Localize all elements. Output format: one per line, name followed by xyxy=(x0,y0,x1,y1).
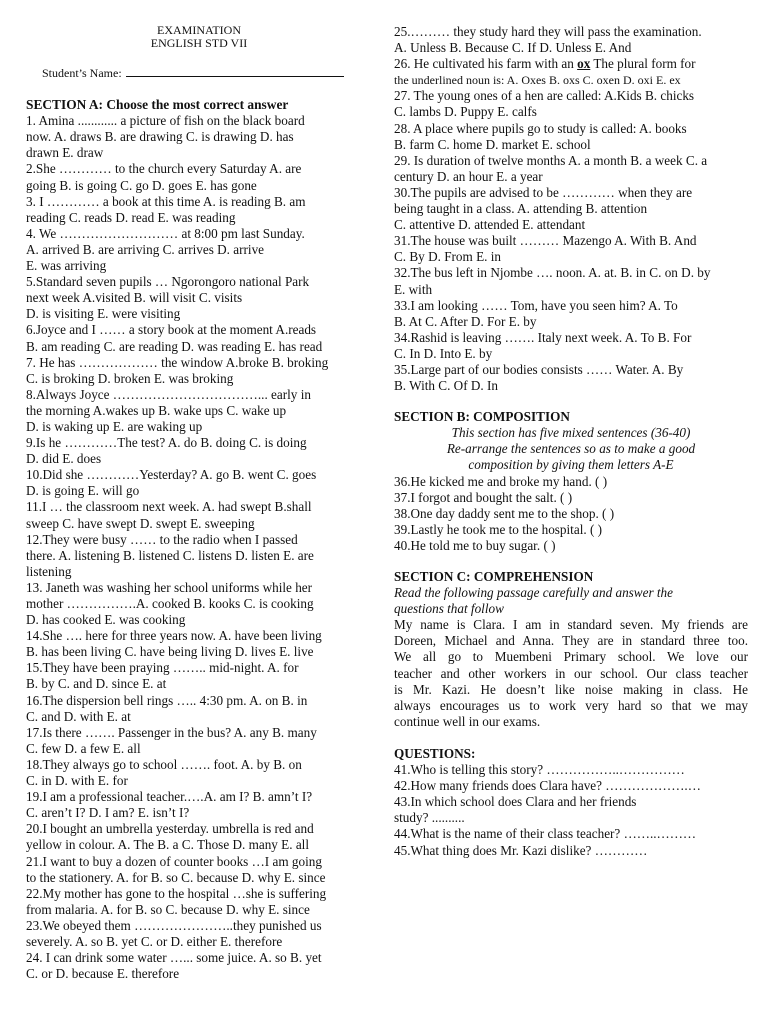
comprehension-question: 45.What thing does Mr. Kazi dislike? ………… xyxy=(394,842,648,858)
composition-sentence: 38.One day daddy sent me to the shop. ( ) xyxy=(394,505,615,521)
question-line: 34.Rashid is leaving ……. Italy next week. A. To B. For xyxy=(394,329,692,345)
question-item xyxy=(394,265,748,297)
right-column xyxy=(394,24,748,859)
question-line: A. Unless B. Because C. If D. Unless E. And xyxy=(394,40,632,56)
question-item xyxy=(26,499,372,531)
question-line: 33.I am looking …… Tom, have you seen him? A. To xyxy=(394,297,678,313)
question-line: 22.My mother has gone to the hospital …she is suffering xyxy=(26,885,327,901)
question-line: 1. Amina ............ a picture of fish on the black board xyxy=(26,113,305,129)
question-item xyxy=(394,330,748,362)
question-item xyxy=(394,362,748,394)
left-column xyxy=(26,24,372,982)
question-line: 2.She ………… to the church every Saturday A. are xyxy=(26,161,302,177)
student-name-field[interactable] xyxy=(126,66,344,77)
question-item xyxy=(26,322,372,354)
question-line: severely. A. so B. yet C. or D. either E. therefore xyxy=(26,933,283,949)
question-line: mother …………….A. cooked B. kooks C. is cooking xyxy=(26,596,314,611)
passage-line: My name is Clara. I am in standard seven. My friends are xyxy=(394,617,748,633)
question-line: 10.Did she …………Yesterday? A. go B. went C. goes xyxy=(26,467,317,483)
passage-line: always encourages us to work very hard so that we may xyxy=(394,697,748,713)
question-item xyxy=(26,821,372,853)
question-line: 6.Joyce and I …… a story book at the moment A.reads xyxy=(26,322,317,338)
question-line: 12.They were busy …… to the radio when I passed xyxy=(26,531,298,547)
question-line: the morning A.wakes up B. wake ups C. wake up xyxy=(26,402,287,418)
composition-sentence: 39.Lastly he took me to the hospital. ( ) xyxy=(394,521,603,537)
question-item xyxy=(26,532,372,580)
question-line: C. attentive D. attended E. attendant xyxy=(394,217,586,233)
passage-line: Doreen, Michael and Anna. They are in standard three too. xyxy=(394,633,748,649)
section-c-instructions xyxy=(394,585,748,617)
comprehension-question: 42.How many friends does Clara have? ……………….… xyxy=(394,778,701,794)
question-line: being taught in a class. A. attending B. attention xyxy=(394,201,648,217)
question-line: E. was arriving xyxy=(26,258,107,274)
question-item xyxy=(26,886,372,918)
question-line: B. by C. and D. since E. at xyxy=(26,676,167,692)
question-line: 29. Is duration of twelve months A. a month B. a week C. a xyxy=(394,152,708,168)
question-line: century D. an hour E. a year xyxy=(394,168,543,184)
question-item xyxy=(26,757,372,789)
question-item xyxy=(26,725,372,757)
question-line: D. did E. does xyxy=(26,451,102,467)
question-line: C. aren’t I? D. I am? E. isn’t I? xyxy=(26,805,190,821)
questions-title: QUESTIONS: xyxy=(394,745,476,761)
composition-sentence: 40.He told me to buy sugar. ( ) xyxy=(394,537,556,553)
question-line: 4. We ……………………… at 8:00 pm last Sunday. xyxy=(26,225,305,241)
question-line: from malaria. A. for B. so C. because D. why E. since xyxy=(26,901,310,917)
question-item xyxy=(26,355,372,387)
question-line: sweep C. have swept D. swept E. sweeping xyxy=(26,515,255,531)
question-line: 5.Standard seven pupils … Ngorongoro national Park xyxy=(26,274,310,290)
question-item xyxy=(26,274,372,322)
question-item xyxy=(26,628,372,660)
question-item xyxy=(26,789,372,821)
question-item xyxy=(394,298,748,330)
question-line: C. in D. with E. for xyxy=(26,773,128,789)
student-name-row xyxy=(26,65,372,81)
question-line: 20.I bought an umbrella yesterday. umbrella is red and xyxy=(26,821,314,837)
question-line: C. In D. Into E. by xyxy=(394,345,493,361)
question-line: D. is waking up E. are waking up xyxy=(26,418,203,434)
composition-sentence: 36.He kicked me and broke my hand. ( ) xyxy=(394,473,608,489)
question-line: going B. is going C. go D. goes E. has gone xyxy=(26,177,257,193)
question-line: 25.……… they study hard they will pass the examination. xyxy=(394,24,702,39)
question-item xyxy=(26,854,372,886)
passage-line: teacher and other workers in our school. Our class teacher xyxy=(394,665,748,681)
question-line: 35.Large part of our bodies consists …… Water. A. By xyxy=(394,361,684,377)
instruction-line: Re-arrange the sentences so as to make a good xyxy=(446,441,696,457)
question-line: 3. I ………… a book at this time A. is reading B. am xyxy=(26,193,306,209)
question-line: 18.They always go to school ……. foot. A. by B. on xyxy=(26,756,302,772)
exam-subtitle: ENGLISH STD VII xyxy=(150,36,248,50)
question-item xyxy=(26,660,372,692)
passage-line: continue well in our exams. xyxy=(394,713,541,729)
question-line: 27. The young ones of a hen are called: A.Kids B. chicks xyxy=(394,88,695,104)
question-item xyxy=(394,88,748,120)
composition-sentence: 37.I forgot and bought the salt. ( ) xyxy=(394,489,573,505)
question-item xyxy=(26,467,372,499)
comprehension-questions xyxy=(394,762,748,859)
question-item xyxy=(26,226,372,274)
question-item xyxy=(394,56,748,88)
comprehension-passage xyxy=(394,617,748,730)
question-line: drawn E. draw xyxy=(26,145,104,161)
question-line: to the stationery. A. for B. so C. because D. why E. since xyxy=(26,869,326,885)
question-line: C. is broking D. broken E. was broking xyxy=(26,370,234,386)
question-line: B. has been living C. have being living D. lives E. live xyxy=(26,644,314,660)
question-item xyxy=(394,185,748,233)
question-item xyxy=(26,113,372,161)
section-c-title: SECTION C: COMPREHENSION xyxy=(394,569,594,584)
comprehension-question: 44.What is the name of their class teacher? ……..……… xyxy=(394,826,697,842)
composition-sentences xyxy=(394,474,748,554)
instruction-line: composition by giving them letters A-E xyxy=(468,457,674,473)
instruction-line: Read the following passage carefully and answer the xyxy=(394,585,673,601)
section-b-instructions xyxy=(394,425,748,473)
question-line: E. with xyxy=(394,281,433,297)
section-a-title: SECTION A: Choose the most correct answer xyxy=(26,97,289,113)
question-line: 26. He cultivated his farm with an ox The plural form for xyxy=(394,56,696,72)
section-a-left-questions xyxy=(26,113,372,982)
question-line: 13. Janeth was washing her school uniforms while her xyxy=(26,579,313,595)
question-item xyxy=(26,693,372,725)
question-item xyxy=(394,233,748,265)
question-item xyxy=(26,161,372,193)
question-line: A. arrived B. are arriving C. arrives D. arrive xyxy=(26,241,265,257)
question-item xyxy=(26,950,372,982)
question-line: 23.We obeyed them …………………..they punished us xyxy=(26,917,322,933)
question-item xyxy=(26,435,372,467)
question-line: 19.I am a professional teacher.….A. am I? B. amn’t I? xyxy=(26,789,313,805)
question-line: 11.I … the classroom next week. A. had swept B.shall xyxy=(26,499,312,515)
question-line: 32.The bus left in Njombe …. noon. A. at. B. in C. on D. by xyxy=(394,265,711,281)
section-a-right-questions xyxy=(394,24,748,394)
question-line: 15.They have been praying …….. mid-night. A. for xyxy=(26,660,299,676)
question-item xyxy=(26,918,372,950)
question-line: next week A.visited B. will visit C. visits xyxy=(26,290,243,306)
question-line: the underlined noun is: A. Oxes B. oxs C. oxen D. oxi E. ex xyxy=(394,73,681,88)
question-line: D. has cooked E. was cooking xyxy=(26,612,186,628)
instruction-line: questions that follow xyxy=(394,601,504,617)
comprehension-question: 43.In which school does Clara and her friends xyxy=(394,794,637,810)
question-line: reading C. reads D. read E. was reading xyxy=(26,209,236,225)
student-name-label: Student’s Name: xyxy=(42,66,122,80)
question-line: 30.The pupils are advised to be ………… when they are xyxy=(394,184,693,200)
underlined-noun: ox xyxy=(577,56,591,72)
question-line: C. few D. a few E. all xyxy=(26,740,141,756)
question-line: C. or D. because E. therefore xyxy=(26,966,180,982)
question-line: B. At C. After D. For E. by xyxy=(394,313,537,329)
question-line: now. A. draws B. are drawing C. is drawing D. has xyxy=(26,129,294,145)
question-line: 14.She …. here for three years now. A. have been living xyxy=(26,628,322,644)
question-line: C. By D. From E. in xyxy=(394,249,501,265)
instruction-line: This section has five mixed sentences (36-40) xyxy=(451,425,691,441)
question-line: C. lambs D. Puppy E. calfs xyxy=(394,104,537,120)
exam-title: EXAMINATION xyxy=(157,23,241,37)
question-item xyxy=(394,121,748,153)
question-line: yellow in colour. A. The B. a C. Those D. many E. all xyxy=(26,837,310,853)
question-line: C. and D. with E. at xyxy=(26,708,131,724)
question-line: 24. I can drink some water …... some juice. A. so B. yet xyxy=(26,950,322,966)
question-line: 28. A place where pupils go to study is called: A. books xyxy=(394,120,687,136)
question-line: 9.Is he …………The test? A. do B. doing C. is doing xyxy=(26,435,307,451)
question-line: 7. He has ……………… the window A.broke B. broking xyxy=(26,354,329,370)
question-item xyxy=(26,580,372,628)
question-line: B. farm C. home D. market E. school xyxy=(394,136,591,152)
comprehension-question: 41.Who is telling this story? ……………..…………… xyxy=(394,762,685,778)
question-line: B. With C. Of D. In xyxy=(394,378,498,394)
question-line: 17.Is there ……. Passenger in the bus? A. any B. many xyxy=(26,724,317,740)
question-line: 8.Always Joyce ……………………………... early in xyxy=(26,386,311,402)
comprehension-question: study? .......... xyxy=(394,810,465,826)
question-line: D. is visiting E. were visiting xyxy=(26,306,181,322)
passage-line: is Mr. Kazi. He doesn’t like noise making in class. He xyxy=(394,681,748,697)
passage-line: We all go to Muembeni Primary school. We love our xyxy=(394,649,748,665)
section-b-title: SECTION B: COMPOSITION xyxy=(394,409,570,425)
question-line: 31.The house was built ……… Mazengo A. With B. And xyxy=(394,233,697,249)
question-line: listening xyxy=(26,563,72,579)
question-item xyxy=(394,153,748,185)
question-line: D. is going E. will go xyxy=(26,483,140,499)
question-item xyxy=(26,387,372,435)
question-item xyxy=(26,194,372,226)
question-item xyxy=(394,24,748,56)
question-line: there. A. listening B. listened C. listens D. listen E. are xyxy=(26,547,314,563)
question-line: 21.I want to buy a dozen of counter books …I am going xyxy=(26,853,322,869)
question-line: 16.The dispersion bell rings ….. 4:30 pm. A. on B. in xyxy=(26,692,308,708)
question-line: B. am reading C. are reading D. was reading E. has read xyxy=(26,338,323,354)
